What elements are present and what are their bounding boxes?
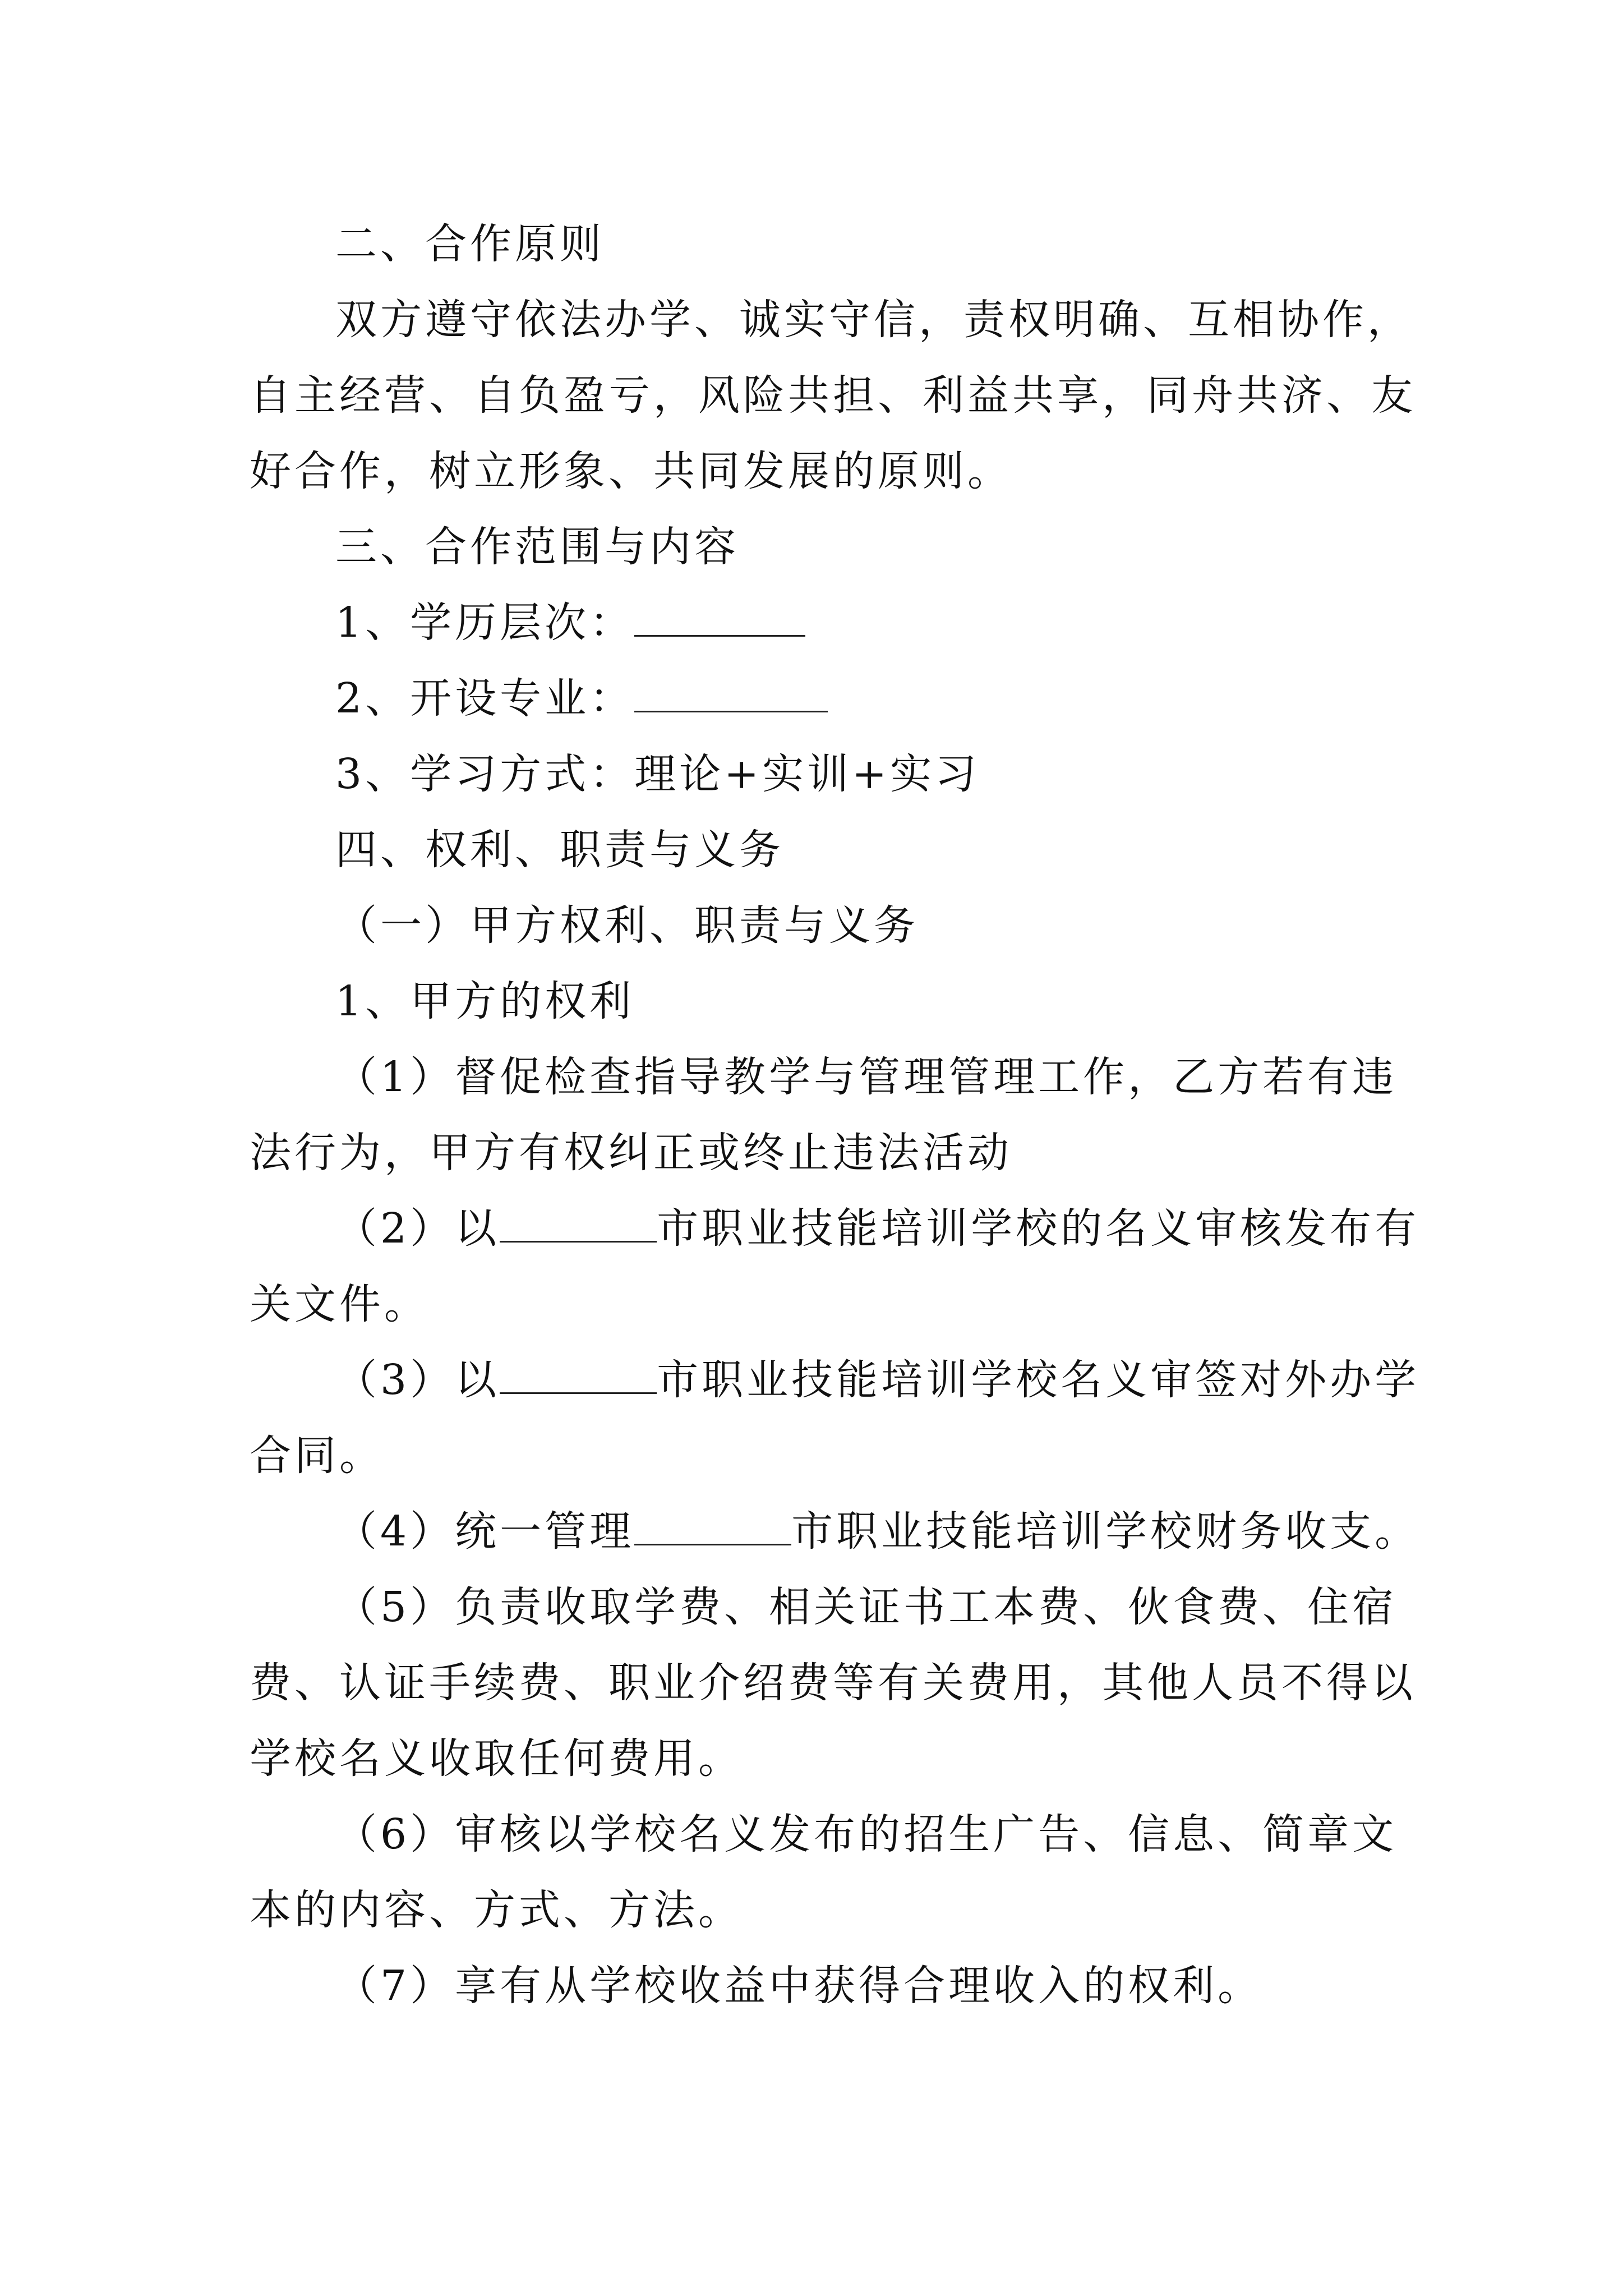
right-2-suffix: 市职业技能培训学校的名义审核发布有 (657, 1204, 1420, 1253)
education-level-blank (634, 596, 805, 637)
section-2-paragraph-line-1: 双方遵守依法办学、诚实守信，责权明确、互相协作， (335, 296, 1412, 344)
section-4-subheading-1: （一）甲方权利、职责与义务 (335, 901, 919, 950)
city-name-blank (500, 1353, 657, 1394)
right-1-line-2: 法行为，甲方有权纠正或终止违法活动 (250, 1129, 1012, 1177)
section-3-item-1 (335, 595, 805, 651)
party-a-rights-heading: 1、甲方的权利 (335, 977, 635, 1025)
right-2-line-2: 关文件。 (250, 1280, 429, 1328)
section-3-item-2 (335, 670, 828, 726)
city-name-blank (500, 1202, 657, 1243)
right-2-line-1 (335, 1200, 1419, 1257)
right-7-line: （7）享有从学校收益中获得合理收入的权利。 (335, 1962, 1263, 2010)
education-level-label: 1、学历层次： (335, 599, 635, 647)
right-6-line-2: 本的内容、方式、方法。 (250, 1886, 743, 1934)
right-4-line (335, 1503, 1419, 1559)
right-5-line-3: 学校名义收取任何费用。 (250, 1734, 743, 1783)
city-name-blank (634, 1504, 791, 1545)
right-5-line-1: （5）负责收取学费、相关证书工本费、伙食费、住宿 (335, 1583, 1398, 1631)
right-6-line-1: （6）审核以学校名义发布的招生广告、信息、简章文 (335, 1810, 1398, 1858)
right-4-suffix: 市职业技能培训学校财务收支。 (791, 1507, 1420, 1556)
section-2-heading: 二、合作原则 (335, 220, 605, 268)
right-1-line-1: （1）督促检查指导教学与管理管理工作，乙方若有违 (335, 1053, 1398, 1101)
section-3-heading: 三、合作范围与内容 (335, 523, 739, 571)
right-5-line-2: 费、认证手续费、职业介绍费等有关费用，其他人员不得以 (250, 1659, 1416, 1707)
right-3-line-1 (335, 1352, 1419, 1408)
section-4-heading: 四、权利、职责与义务 (335, 826, 784, 874)
right-3-suffix: 市职业技能培训学校名义审签对外办学 (657, 1356, 1420, 1404)
section-2-paragraph-line-2: 自主经营、自负盈亏，风险共担、利益共享，同舟共济、友 (250, 371, 1416, 420)
right-2-prefix: （2）以 (335, 1204, 500, 1253)
right-4-prefix: （4）统一管理 (335, 1507, 635, 1556)
major-blank (634, 671, 828, 712)
section-2-paragraph-line-3: 好合作，树立形象、共同发展的原则。 (250, 447, 1012, 495)
section-3-item-3: 3、学习方式：理论+实训+实习 (335, 750, 980, 798)
right-3-line-2: 合同。 (250, 1432, 384, 1480)
major-label: 2、开设专业： (335, 674, 635, 723)
right-3-prefix: （3）以 (335, 1356, 500, 1404)
